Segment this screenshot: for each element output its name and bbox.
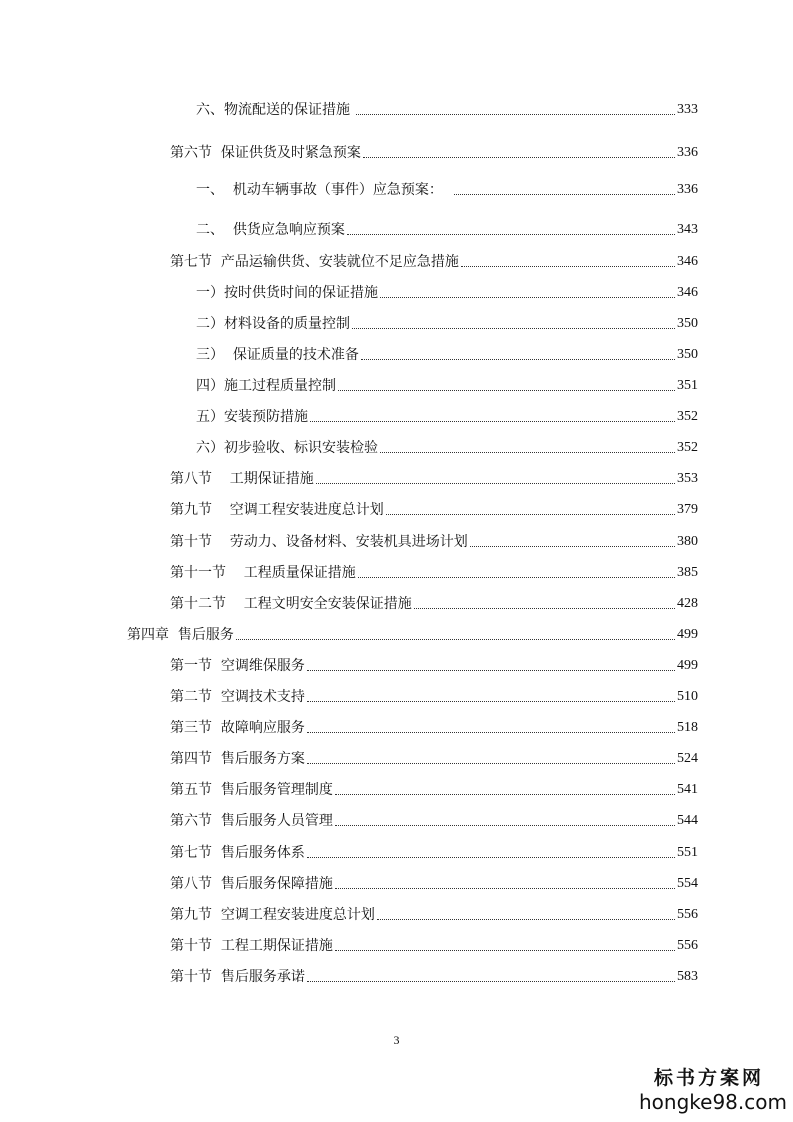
toc-entry[interactable]	[170, 656, 698, 676]
toc-entry-page: 556	[677, 907, 698, 922]
toc-entry-page: 343	[677, 222, 698, 237]
toc-entry[interactable]	[170, 594, 698, 614]
dot-leader	[236, 638, 675, 640]
dot-leader	[307, 731, 675, 733]
dot-leader	[307, 669, 675, 671]
toc-entry[interactable]	[170, 687, 698, 707]
toc-entry-label: 第二节 空调技术支持	[170, 689, 305, 705]
toc-entry-page: 499	[677, 658, 698, 673]
toc-entry-label: 六、物流配送的保证措施	[196, 102, 355, 118]
toc-entry[interactable]	[196, 100, 698, 120]
toc-entry[interactable]	[170, 469, 698, 489]
dot-leader	[310, 420, 675, 422]
toc-entry-page: 350	[677, 347, 698, 362]
toc-entry[interactable]	[170, 749, 698, 769]
dot-leader	[307, 700, 675, 702]
toc-entry-label: 五）安装预防措施	[196, 409, 308, 425]
toc-entry-label: 第四节 售后服务方案	[170, 751, 305, 767]
page-number: 3	[393, 1033, 400, 1047]
toc-entry-label: 第十节 售后服务承诺	[170, 969, 305, 985]
dot-leader	[335, 887, 675, 889]
toc-entry[interactable]	[196, 220, 698, 240]
dot-leader	[307, 856, 675, 858]
toc-entry-page: 524	[677, 751, 698, 766]
toc-entry[interactable]	[170, 936, 698, 956]
toc-entry-label: 第六节 售后服务人员管理	[170, 813, 333, 829]
toc-entry-page: 351	[677, 378, 698, 393]
toc-entry-page: 554	[677, 876, 698, 891]
toc-entry-page: 583	[677, 969, 698, 984]
toc-entry-label: 二）材料设备的质量控制	[196, 316, 350, 332]
toc-entry-page: 428	[677, 596, 698, 611]
toc-entry[interactable]	[170, 905, 698, 925]
toc-entry-page: 510	[677, 689, 698, 704]
toc-entry-label: 第一节 空调维保服务	[170, 658, 305, 674]
dot-leader	[380, 451, 675, 453]
dot-leader	[454, 193, 675, 195]
dot-leader	[386, 513, 675, 515]
toc-entry-label: 二、 供货应急响应预案	[196, 222, 345, 238]
toc-entry-label: 第九节 空调工程安装进度总计划	[170, 907, 375, 923]
toc-entry[interactable]	[170, 532, 698, 552]
dot-leader	[335, 793, 675, 795]
dot-leader	[361, 358, 675, 360]
toc-entry-label: 一）按时供货时间的保证措施	[196, 285, 378, 301]
toc-entry[interactable]	[170, 563, 698, 583]
watermark-domain: hongke98.com	[639, 1090, 787, 1114]
dot-leader	[352, 327, 675, 329]
toc-entry-label: 第九节 空调工程安装进度总计划	[170, 502, 384, 518]
toc-entry[interactable]	[196, 345, 698, 365]
dot-leader	[461, 265, 675, 267]
toc-entry-page: 350	[677, 316, 698, 331]
watermark-logo	[639, 1066, 787, 1114]
toc-entry-label: 第三节 故障响应服务	[170, 720, 305, 736]
toc-entry-label: 第十节 工程工期保证措施	[170, 938, 333, 954]
toc-entry[interactable]	[196, 376, 698, 396]
toc-entry-label: 第十二节 工程文明安全安装保证措施	[170, 596, 412, 612]
toc-entry[interactable]	[170, 843, 698, 863]
toc-entry[interactable]	[196, 180, 698, 200]
dot-leader	[380, 296, 675, 298]
toc-entry-page: 551	[677, 845, 698, 860]
toc-entry[interactable]	[170, 252, 698, 272]
toc-entry-page: 352	[677, 409, 698, 424]
dot-leader	[470, 545, 675, 547]
toc-entry[interactable]	[196, 438, 698, 458]
toc-entry[interactable]	[196, 283, 698, 303]
toc-entry-page: 541	[677, 782, 698, 797]
watermark-title: 标书方案网	[653, 1067, 764, 1089]
toc-entry-page: 352	[677, 440, 698, 455]
toc-entry-page: 379	[677, 502, 698, 517]
toc-entry-label: 第十节 劳动力、设备材料、安装机具进场计划	[170, 534, 468, 550]
toc-entry[interactable]	[196, 407, 698, 427]
dot-leader	[335, 824, 675, 826]
toc-entry-label: 第七节 售后服务体系	[170, 845, 305, 861]
toc-entry[interactable]	[170, 718, 698, 738]
toc-entry-page: 544	[677, 813, 698, 828]
toc-entry[interactable]	[170, 143, 698, 163]
toc-entry-page: 336	[677, 145, 698, 160]
dot-leader	[307, 762, 675, 764]
toc-entry-label: 第七节 产品运输供货、安装就位不足应急措施	[170, 254, 459, 270]
dot-leader	[363, 156, 675, 158]
toc-entry-page: 346	[677, 285, 698, 300]
toc-entry-page: 353	[677, 471, 698, 486]
toc-entry[interactable]	[170, 811, 698, 831]
toc-entry[interactable]	[170, 500, 698, 520]
dot-leader	[347, 233, 675, 235]
toc-entry-label: 第五节 售后服务管理制度	[170, 782, 333, 798]
dot-leader	[377, 918, 675, 920]
toc-entry-label: 四）施工过程质量控制	[196, 378, 336, 394]
toc-entry[interactable]	[127, 625, 698, 645]
toc-entry-page: 333	[677, 102, 698, 117]
toc-entry-label: 第六节 保证供货及时紧急预案	[170, 145, 361, 161]
toc-entry-page: 336	[677, 182, 698, 197]
toc-entry-page: 518	[677, 720, 698, 735]
toc-entry-label: 六）初步验收、标识安装检验	[196, 440, 378, 456]
toc-entry-page: 385	[677, 565, 698, 580]
toc-entry-label: 第八节 工期保证措施	[170, 471, 314, 487]
dot-leader	[338, 389, 675, 391]
toc-entry[interactable]	[170, 874, 698, 894]
toc-entry-label: 一、 机动车辆事故（事件）应急预案：	[196, 182, 452, 198]
toc-entry-label: 第八节 售后服务保障措施	[170, 876, 333, 892]
dot-leader	[316, 482, 675, 484]
toc-entry-page: 499	[677, 627, 698, 642]
toc-entry-label: 第四章 售后服务	[127, 627, 234, 643]
toc-entry-page: 380	[677, 534, 698, 549]
toc-entry[interactable]	[170, 967, 698, 987]
toc-entry-label: 三） 保证质量的技术准备	[196, 347, 359, 363]
toc-entry-label: 第十一节 工程质量保证措施	[170, 565, 356, 581]
dot-leader	[356, 113, 675, 115]
toc-entry-page: 556	[677, 938, 698, 953]
toc-entry[interactable]	[196, 314, 698, 334]
dot-leader	[307, 980, 675, 982]
toc-entry[interactable]	[170, 780, 698, 800]
dot-leader	[335, 949, 675, 951]
dot-leader	[414, 607, 675, 609]
toc-entry-page: 346	[677, 254, 698, 269]
dot-leader	[358, 576, 675, 578]
